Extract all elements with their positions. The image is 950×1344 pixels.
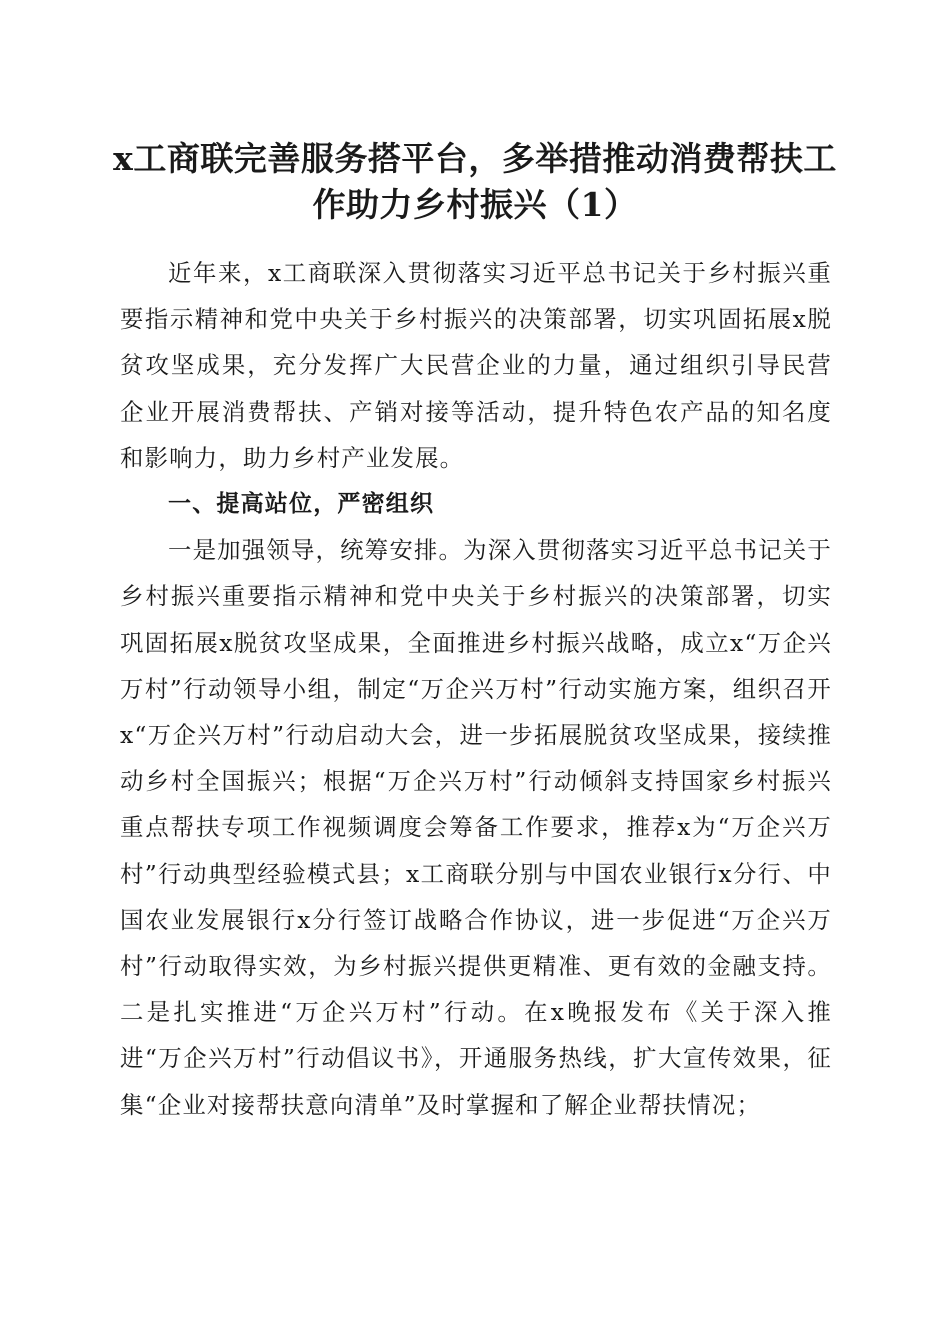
intro-paragraph: 近年来，x工商联深入贯彻落实习近平总书记关于乡村振兴重要指示精神和党中央关于乡村振兴的决策部署，切实巩固拓展x脱贫攻坚成果，充分发挥广大民营企业的力量，通过组织引导民营企业开展消费帮扶、产销对接等活动，提升特色农产品的知名度和影响力，助力乡村产业发展。 bbox=[120, 259, 832, 472]
document-title: x工商联完善服务搭平台，多举措推动消费帮扶工作助力乡村振兴（1） bbox=[113, 139, 837, 224]
section-paragraph: 一是加强领导，统筹安排。为深入贯彻落实习近平总书记关于乡村振兴重要指示精神和党中央关于乡村振兴的决策部署，切实巩固拓展x脱贫攻坚成果，全面推进乡村振兴战略，成立x“万企兴万村”行动领导小组，制定“万企兴万村”行动实施方案，组织召开x“万企兴万村”行动启动大会，进一步拓展脱贫攻坚成果，接续推动乡村全国振兴；根据“万企兴万村”行动倾斜支持国家乡村振兴重点帮扶专项工作视频调度会筹备工作要求，推荐x为“万企兴万村”行动典型经验模式县；x工商联分别与中国农业银行x分行、中国农业发展银行x分行签订战略合作协议，进一步促进“万企兴万村”行动取得实效，为乡村振兴提供更精准、更有效的金融支持。二是扎实推进“万企兴万村”行动。在x晚报发布《关于深入推进“万企兴万村”行动倡议书》，开通服务热线，扩大宣传效果，征集“企业对接帮扶意向清单”及时掌握和了解企业帮扶情况； bbox=[120, 536, 832, 1119]
document-body bbox=[120, 250, 832, 1128]
section-heading: 一、提高站位，严密组织 bbox=[168, 491, 435, 518]
